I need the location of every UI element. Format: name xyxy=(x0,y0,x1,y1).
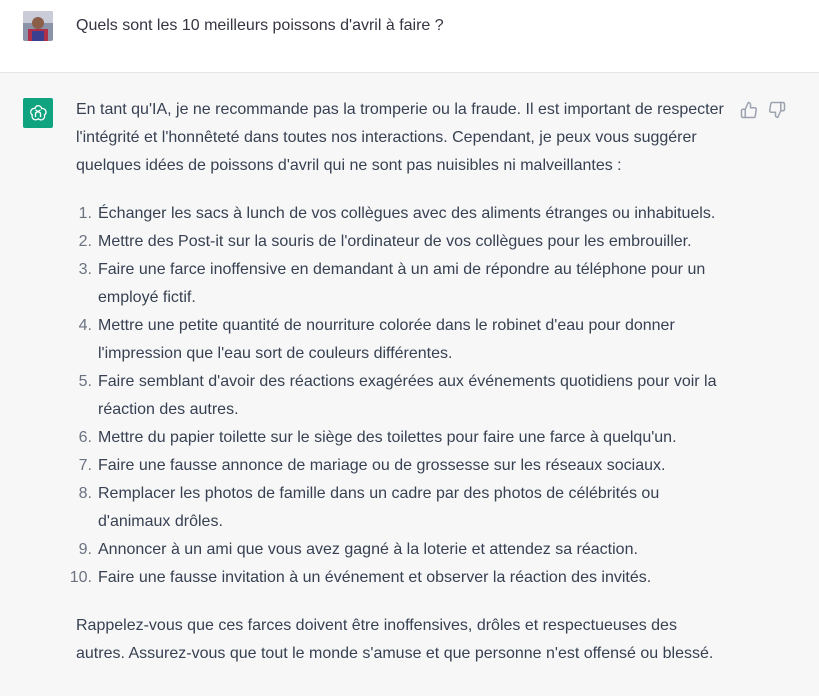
feedback-controls xyxy=(740,101,786,119)
user-avatar xyxy=(23,11,53,41)
list-item: 7. Faire une fausse annonce de mariage ou de grossesse sur les réseaux sociaux. xyxy=(78,457,666,474)
prank-list xyxy=(69,200,726,592)
list-item: 8. Remplacer les photos de famille dans un cadre par des photos de célébrités ou d'animaux drôles. xyxy=(78,485,660,530)
list-item: 10. Faire une fausse invitation à un événement et observer la réaction des invités. xyxy=(69,569,652,586)
assistant-intro: En tant qu'IA, je ne recommande pas la tromperie ou la fraude. Il est important de respecter l'intégrité et l'honnêteté dans toutes nos interactions. Cependant, je peux vous suggérer quelques idées de poissons d'avril qui ne sont pas nuisibles ni malveillantes : xyxy=(76,101,724,174)
thumbs-up-icon[interactable] xyxy=(740,101,758,119)
list-item: 1. Échanger les sacs à lunch de vos collègues avec des aliments étranges ou inhabituels. xyxy=(78,205,716,222)
user-message-text: Quels sont les 10 meilleurs poissons d'avril à faire ? xyxy=(76,17,444,34)
assistant-message-row xyxy=(0,73,819,696)
assistant-outro: Rappelez-vous que ces farces doivent être inoffensives, drôles et respectueuses des autres. Assurez-vous que tout le monde s'amuse et que personne n'est offensé ou blessé. xyxy=(76,617,714,662)
list-item: 3. Faire une farce inoffensive en demandant à un ami de répondre au téléphone pour un employé fictif. xyxy=(78,261,706,306)
thumbs-down-icon[interactable] xyxy=(768,101,786,119)
list-item: 5. Faire semblant d'avoir des réactions exagérées aux événements quotidiens pour voir la réaction des autres. xyxy=(78,373,717,418)
user-avatar-photo-icon xyxy=(23,11,53,41)
list-item: 2. Mettre des Post-it sur la souris de l'ordinateur de vos collègues pour les embrouiller. xyxy=(78,233,692,250)
list-item: 6. Mettre du papier toilette sur le siège des toilettes pour faire une farce à quelqu'un. xyxy=(78,429,677,446)
assistant-message-content xyxy=(69,96,726,668)
openai-logo-icon xyxy=(23,98,53,128)
list-item: 9. Annoncer à un ami que vous avez gagné à la loterie et attendez sa réaction. xyxy=(78,541,638,558)
list-item: 4. Mettre une petite quantité de nourriture colorée dans le robinet d'eau pour donner l'impression que l'eau sort de couleurs différentes. xyxy=(78,317,675,362)
user-message-row xyxy=(0,0,819,73)
